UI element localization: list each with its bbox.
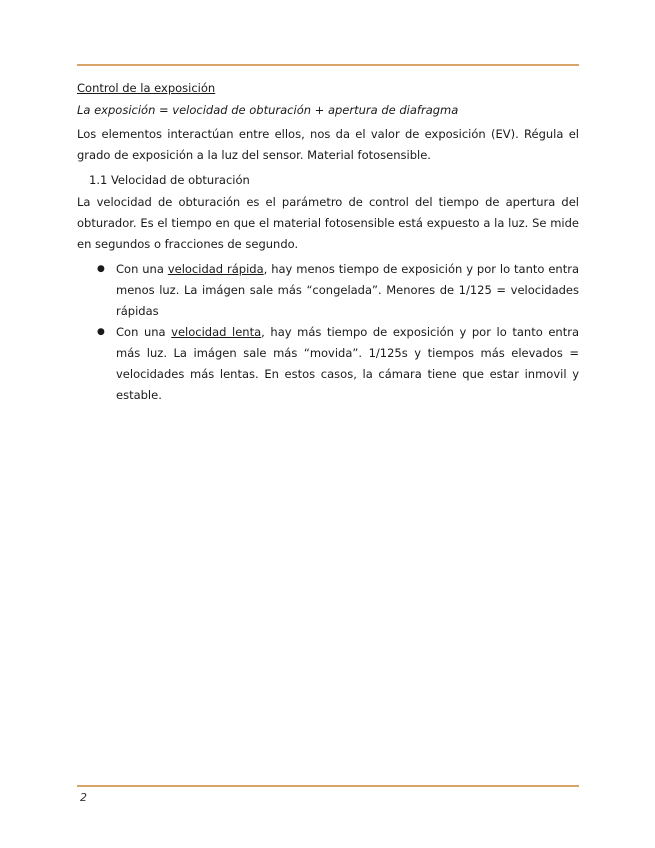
- section-subtitle: La exposición = velocidad de obturación + apertura de diafragma: [77, 103, 459, 117]
- bullet-term: velocidad lenta: [171, 325, 262, 339]
- bullet-list: [77, 259, 579, 406]
- section-heading: Control de la exposición: [77, 81, 216, 95]
- page-number: 2: [80, 791, 87, 804]
- bullet-term: velocidad rápida: [167, 262, 264, 276]
- paragraph-exposure: Los elementos interactúan entre ellos, nos da el valor de exposición (EV). Régula el grado de exposición a la luz del sensor. Material fotosensible.: [77, 127, 579, 162]
- bullet-prefix: Con una: [116, 325, 172, 339]
- bullet-text: , hay más tiempo de exposición y por lo tanto entra más luz. La imágen sale más “movida”. 1/125s y tiempos más elevados = velocidades más lentas. En estos casos, la cámara tiene que estar inmovil y estable.: [116, 325, 579, 402]
- page-body: [77, 78, 579, 406]
- list-item: [77, 322, 579, 406]
- subsection-heading: 1.1 Velocidad de obturación: [89, 173, 250, 187]
- header-rule: [77, 64, 579, 66]
- bullet-prefix: Con una: [116, 262, 168, 276]
- bullet-text: , hay menos tiempo de exposición y por lo tanto entra menos luz. La imágen sale más “congelada”. Menores de 1/125 = velocidades rápidas: [116, 262, 579, 318]
- footer-rule: [77, 785, 579, 787]
- paragraph-shutter-speed: La velocidad de obturación es el parámetro de control del tiempo de apertura del obturador. Es el tiempo en que el material fotosensible está expuesto a la luz. Se mide en segundos o fracciones de segundo.: [77, 195, 579, 251]
- bullet-icon: ●: [97, 264, 105, 274]
- list-item: [77, 259, 579, 322]
- bullet-icon: ●: [97, 327, 105, 337]
